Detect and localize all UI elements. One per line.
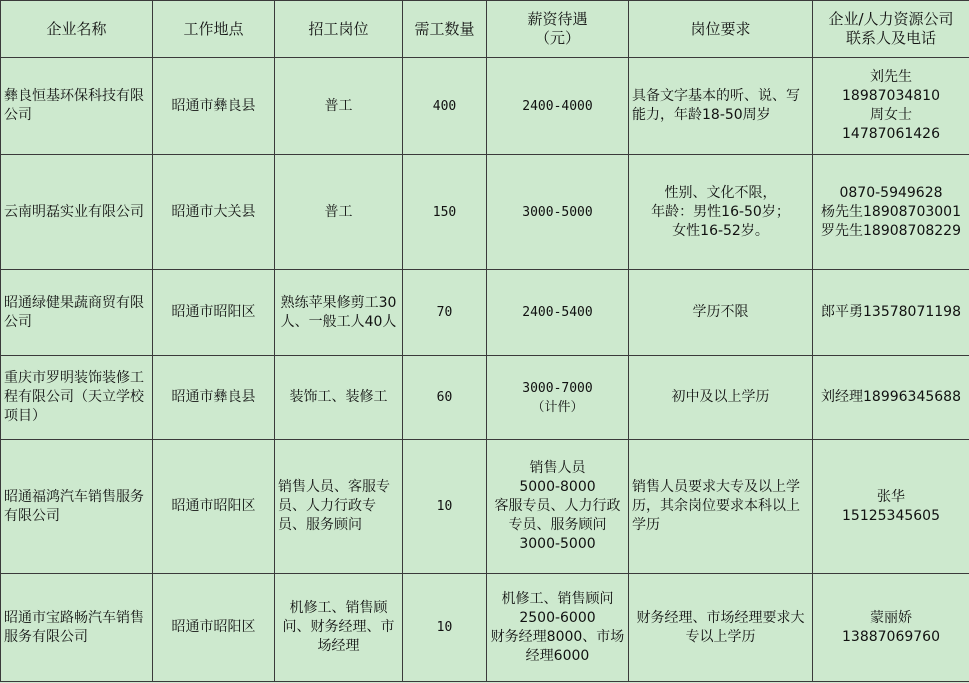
cell-location: 昭通市大关县	[153, 155, 275, 270]
cell-salary: 3000-5000	[487, 155, 629, 270]
cell-company: 重庆市罗明装饰装修工程有限公司（天立学校项目）	[1, 356, 153, 440]
cell-location: 昭通市彝良县	[153, 356, 275, 440]
cell-requirements: 学历不限	[629, 270, 813, 356]
cell-contact: 0870-5949628 杨先生18908703001 罗先生18908708229	[813, 155, 969, 270]
header-company: 企业名称	[1, 1, 153, 58]
cell-requirements: 财务经理、市场经理要求大专以上学历	[629, 574, 813, 682]
cell-location: 昭通市彝良县	[153, 58, 275, 155]
cell-quantity: 70	[403, 270, 487, 356]
cell-quantity: 400	[403, 58, 487, 155]
cell-salary: 2400-4000	[487, 58, 629, 155]
cell-company: 昭通绿健果蔬商贸有限公司	[1, 270, 153, 356]
header-requirements: 岗位要求	[629, 1, 813, 58]
cell-position: 普工	[275, 58, 403, 155]
cell-position: 普工	[275, 155, 403, 270]
table-row	[1, 270, 969, 356]
cell-quantity: 60	[403, 356, 487, 440]
cell-company: 昭通市宝路畅汽车销售服务有限公司	[1, 574, 153, 682]
header-row	[1, 1, 969, 58]
cell-position: 熟练苹果修剪工30人、一般工人40人	[275, 270, 403, 356]
table-row	[1, 574, 969, 682]
cell-requirements: 销售人员要求大专及以上学历，其余岗位要求本科以上学历	[629, 440, 813, 574]
header-contact: 企业/人力资源公司 联系人及电话	[813, 1, 969, 58]
cell-location: 昭通市昭阳区	[153, 574, 275, 682]
cell-requirements: 性别、文化不限， 年龄：男性16-50岁； 女性16-52岁。	[629, 155, 813, 270]
table-row	[1, 356, 969, 440]
header-position: 招工岗位	[275, 1, 403, 58]
cell-salary: 销售人员 5000-8000 客服专员、人力行政专员、服务顾问 3000-5000	[487, 440, 629, 574]
cell-quantity: 150	[403, 155, 487, 270]
cell-position: 装饰工、装修工	[275, 356, 403, 440]
cell-position: 销售人员、客服专员、人力行政专员、服务顾问	[275, 440, 403, 574]
cell-requirements: 初中及以上学历	[629, 356, 813, 440]
cell-salary: 2400-5400	[487, 270, 629, 356]
cell-position: 机修工、销售顾问、财务经理、市场经理	[275, 574, 403, 682]
cell-contact: 刘先生 18987034810 周女士 14787061426	[813, 58, 969, 155]
cell-location: 昭通市昭阳区	[153, 440, 275, 574]
cell-contact: 蒙丽娇 13887069760	[813, 574, 969, 682]
header-salary: 薪资待遇 （元）	[487, 1, 629, 58]
cell-salary: 机修工、销售顾问 2500-6000 财务经理8000、市场经理6000	[487, 574, 629, 682]
cell-company: 彝良恒基环保科技有限公司	[1, 58, 153, 155]
cell-quantity: 10	[403, 574, 487, 682]
header-location: 工作地点	[153, 1, 275, 58]
table-row	[1, 58, 969, 155]
cell-company: 昭通福鸿汽车销售服务有限公司	[1, 440, 153, 574]
cell-contact: 郎平勇13578071198	[813, 270, 969, 356]
cell-salary: 3000-7000 （计件）	[487, 356, 629, 440]
cell-contact: 张华 15125345605	[813, 440, 969, 574]
cell-contact: 刘经理18996345688	[813, 356, 969, 440]
table-row	[1, 155, 969, 270]
cell-location: 昭通市昭阳区	[153, 270, 275, 356]
cell-quantity: 10	[403, 440, 487, 574]
header-quantity: 需工数量	[403, 1, 487, 58]
table-row	[1, 440, 969, 574]
cell-requirements: 具备文字基本的听、说、写能力，年龄18-50周岁	[629, 58, 813, 155]
cell-company: 云南明磊实业有限公司	[1, 155, 153, 270]
